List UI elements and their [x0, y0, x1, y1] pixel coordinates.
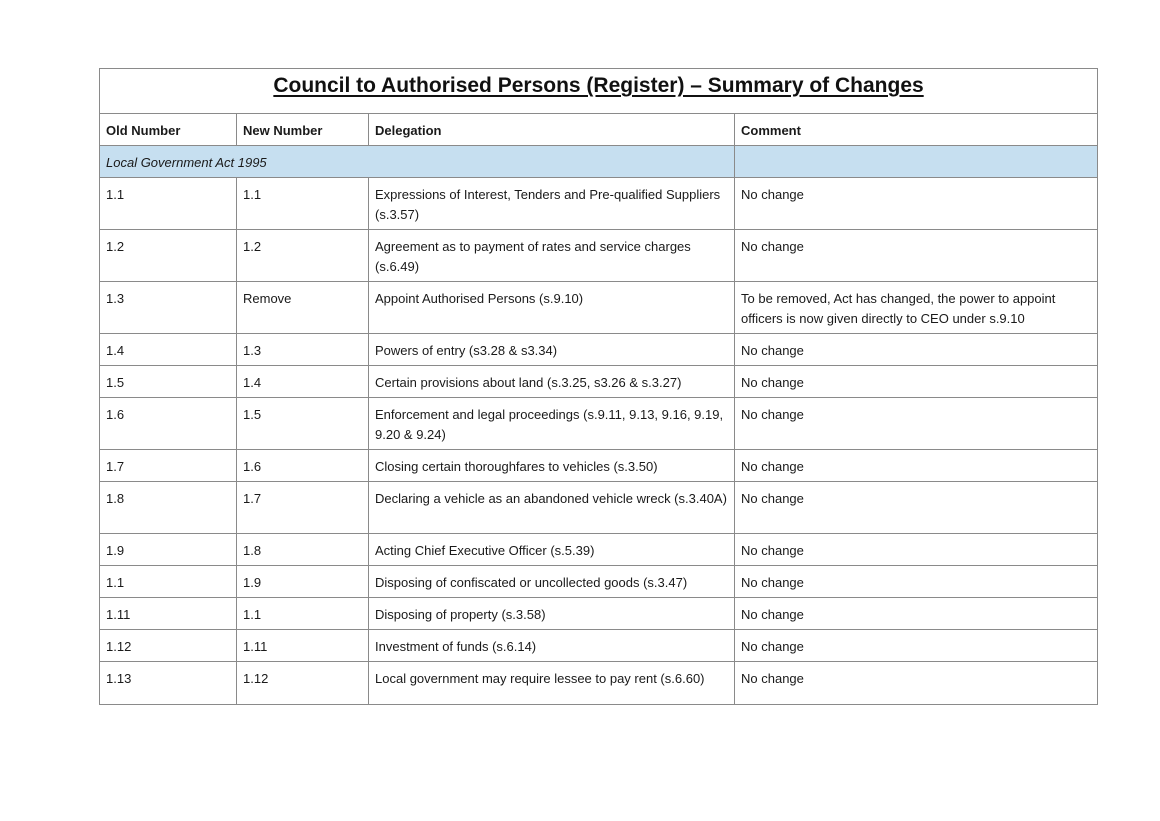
title-row	[100, 69, 1098, 114]
section-label: Local Government Act 1995	[100, 146, 735, 178]
old-number-cell: 1.6	[100, 398, 237, 450]
new-number-cell: 1.3	[237, 334, 369, 366]
new-number-cell: 1.6	[237, 450, 369, 482]
comment-cell: No change	[735, 598, 1098, 630]
comment-cell: No change	[735, 566, 1098, 598]
old-number-cell: 1.8	[100, 482, 237, 534]
table-row	[100, 482, 1098, 534]
new-number-cell: 1.7	[237, 482, 369, 534]
new-number-cell: 1.8	[237, 534, 369, 566]
old-number-cell: 1.3	[100, 282, 237, 334]
delegation-cell: Disposing of confiscated or uncollected goods (s.3.47)	[369, 566, 735, 598]
comment-cell: No change	[735, 178, 1098, 230]
table-row	[100, 334, 1098, 366]
delegation-cell: Declaring a vehicle as an abandoned vehicle wreck (s.3.40A)	[369, 482, 735, 534]
title-cell	[100, 69, 1098, 114]
table-row	[100, 450, 1098, 482]
new-number-cell: 1.2	[237, 230, 369, 282]
delegation-cell: Investment of funds (s.6.14)	[369, 630, 735, 662]
old-number-cell: 1.1	[100, 566, 237, 598]
header-delegation: Delegation	[369, 114, 735, 146]
delegation-cell: Acting Chief Executive Officer (s.5.39)	[369, 534, 735, 566]
header-row	[100, 114, 1098, 146]
old-number-cell: 1.4	[100, 334, 237, 366]
old-number-cell: 1.7	[100, 450, 237, 482]
comment-cell: To be removed, Act has changed, the power to appoint officers is now given directly to CEO under s.9.10	[735, 282, 1098, 334]
delegation-cell: Enforcement and legal proceedings (s.9.11, 9.13, 9.16, 9.19, 9.20 & 9.24)	[369, 398, 735, 450]
comment-cell: No change	[735, 630, 1098, 662]
section-row	[100, 146, 1098, 178]
new-number-cell: 1.5	[237, 398, 369, 450]
comment-cell: No change	[735, 534, 1098, 566]
old-number-cell: 1.1	[100, 178, 237, 230]
table-row	[100, 662, 1098, 705]
old-number-cell: 1.5	[100, 366, 237, 398]
table-row	[100, 534, 1098, 566]
comment-cell: No change	[735, 482, 1098, 534]
document-title: Council to Authorised Persons (Register) – Summary of Changes	[273, 74, 924, 97]
summary-of-changes-table	[99, 68, 1098, 705]
comment-cell: No change	[735, 366, 1098, 398]
old-number-cell: 1.13	[100, 662, 237, 705]
header-new-number: New Number	[237, 114, 369, 146]
delegation-cell: Powers of entry (s3.28 & s3.34)	[369, 334, 735, 366]
old-number-cell: 1.12	[100, 630, 237, 662]
old-number-cell: 1.11	[100, 598, 237, 630]
section-comment-blank	[735, 146, 1098, 178]
table-row	[100, 398, 1098, 450]
new-number-cell: 1.12	[237, 662, 369, 705]
comment-cell: No change	[735, 334, 1098, 366]
document-page	[99, 68, 1097, 705]
table-row	[100, 598, 1098, 630]
table-row	[100, 282, 1098, 334]
old-number-cell: 1.9	[100, 534, 237, 566]
table-row	[100, 566, 1098, 598]
new-number-cell: 1.9	[237, 566, 369, 598]
delegation-cell: Disposing of property (s.3.58)	[369, 598, 735, 630]
delegation-cell: Agreement as to payment of rates and service charges (s.6.49)	[369, 230, 735, 282]
new-number-cell: 1.11	[237, 630, 369, 662]
comment-cell: No change	[735, 230, 1098, 282]
old-number-cell: 1.2	[100, 230, 237, 282]
table-row	[100, 178, 1098, 230]
delegation-cell: Closing certain thoroughfares to vehicles (s.3.50)	[369, 450, 735, 482]
comment-cell: No change	[735, 398, 1098, 450]
header-comment: Comment	[735, 114, 1098, 146]
new-number-cell: Remove	[237, 282, 369, 334]
table-row	[100, 366, 1098, 398]
delegation-cell: Expressions of Interest, Tenders and Pre-qualified Suppliers (s.3.57)	[369, 178, 735, 230]
new-number-cell: 1.1	[237, 178, 369, 230]
table-row	[100, 230, 1098, 282]
delegation-cell: Certain provisions about land (s.3.25, s3.26 & s.3.27)	[369, 366, 735, 398]
delegation-cell: Appoint Authorised Persons (s.9.10)	[369, 282, 735, 334]
comment-cell: No change	[735, 450, 1098, 482]
delegation-cell: Local government may require lessee to pay rent (s.6.60)	[369, 662, 735, 705]
header-old-number: Old Number	[100, 114, 237, 146]
new-number-cell: 1.1	[237, 598, 369, 630]
table-row	[100, 630, 1098, 662]
comment-cell: No change	[735, 662, 1098, 705]
new-number-cell: 1.4	[237, 366, 369, 398]
